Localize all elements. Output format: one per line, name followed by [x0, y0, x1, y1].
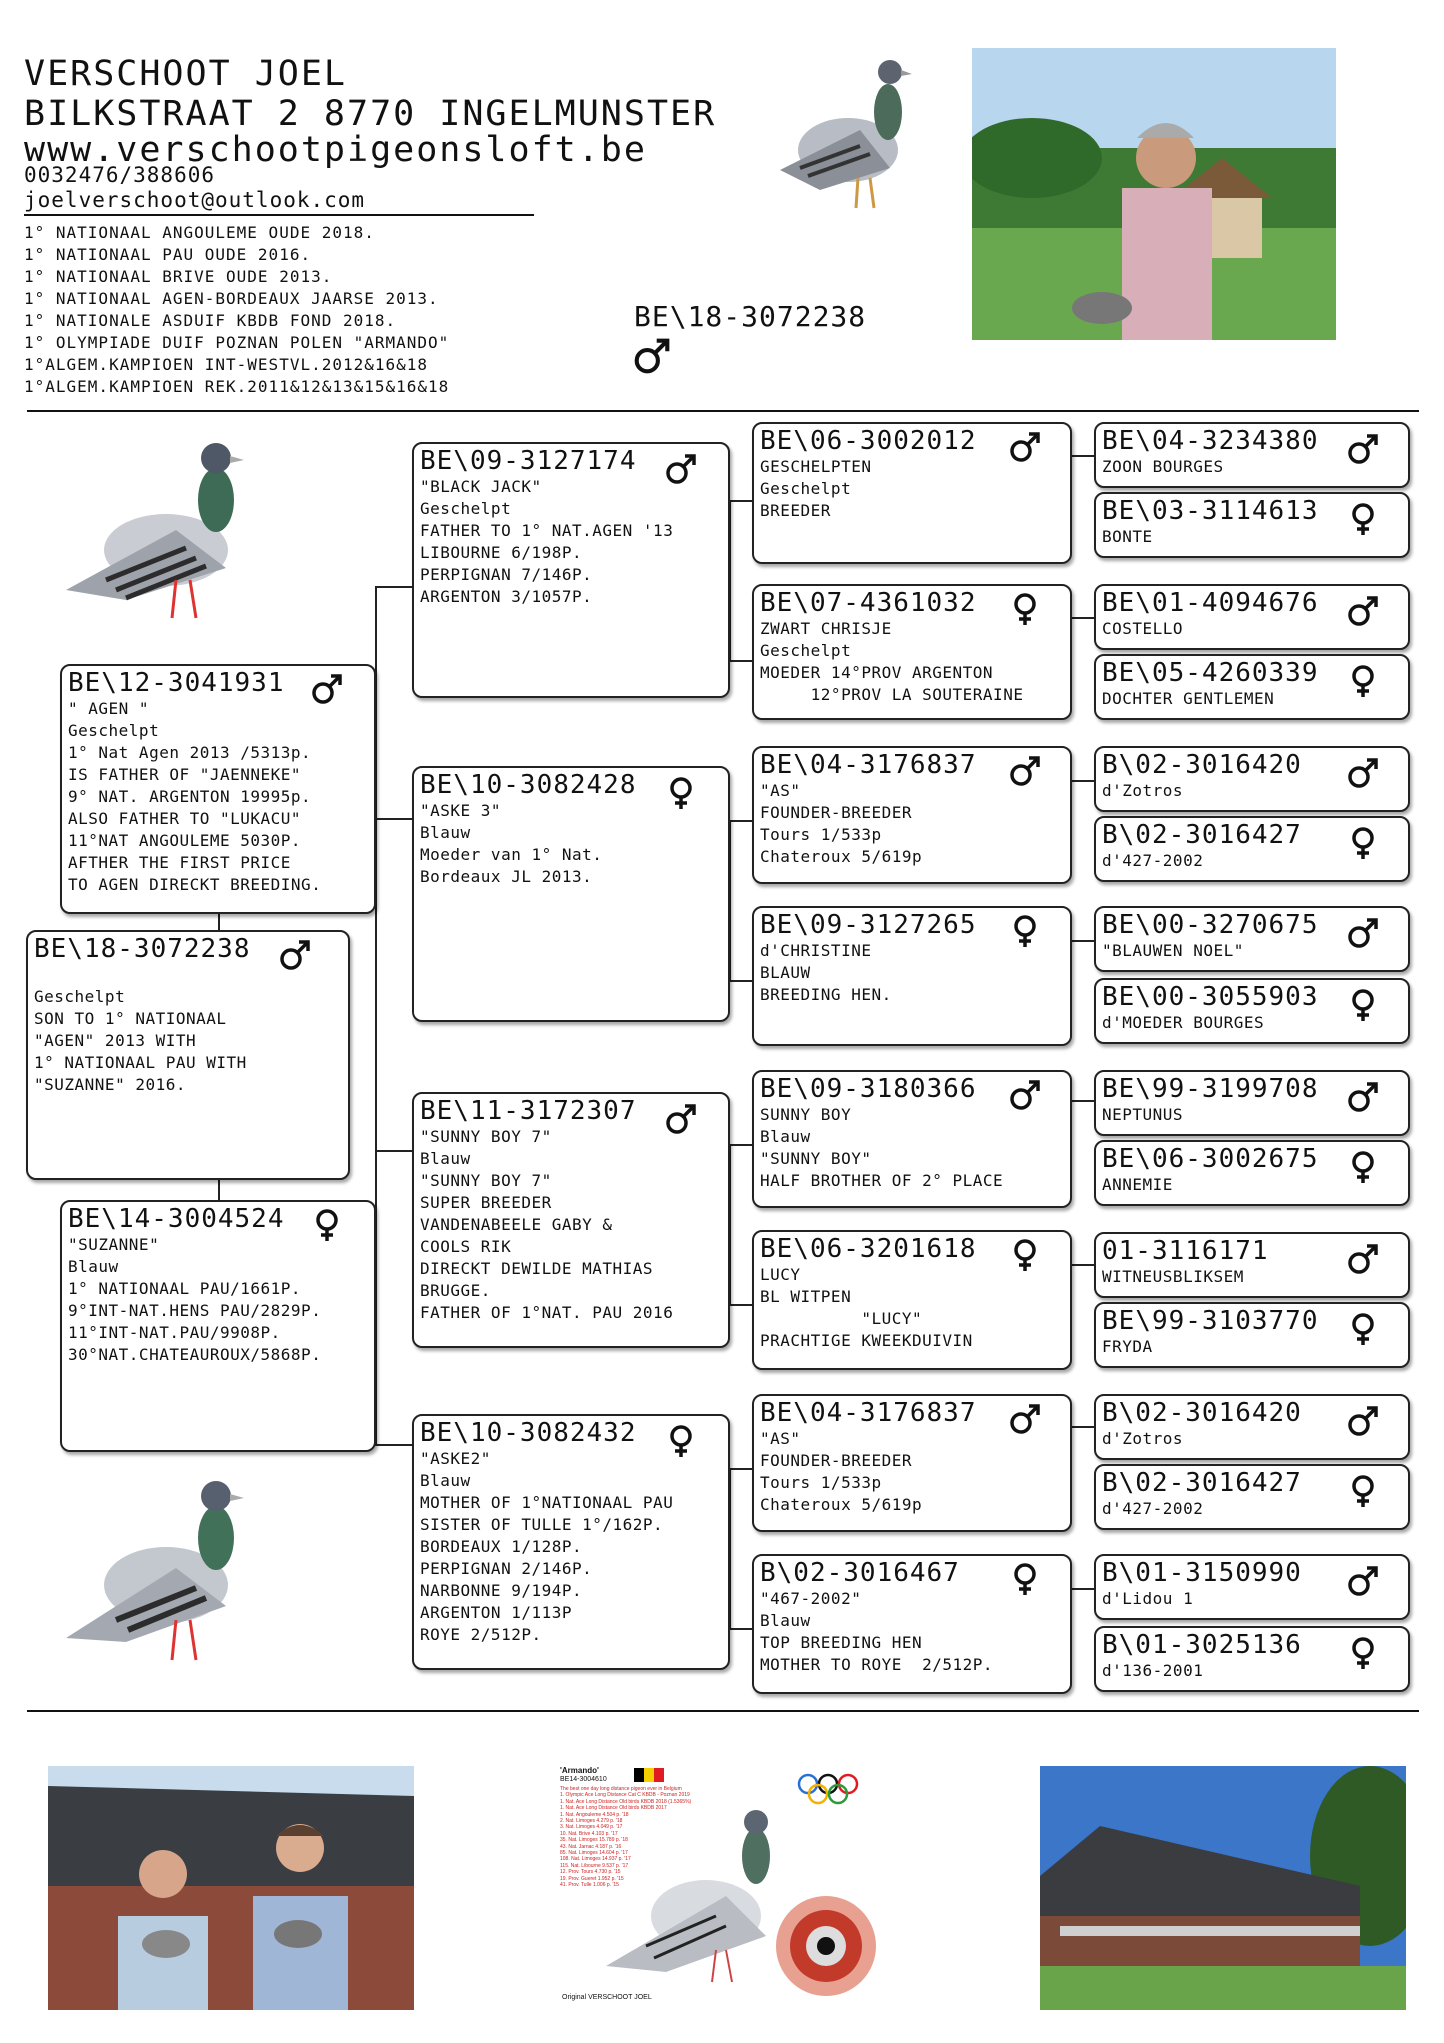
- poster-result-line: 85. Nat. Limoges 14.604 p. '17: [560, 1850, 628, 1857]
- poster-result-line: 2. Nat. Limoges 4.279 p. '18: [560, 1818, 623, 1825]
- pigeon-photo-male: [56, 430, 248, 630]
- pedigree-card-subject[interactable]: [26, 930, 350, 1180]
- bird-description: "SUZANNE" Blauw 1° NATIONAAL PAU/1661P. 9°INT-NAT.HENS PAU/2829P. 11°INT-NAT.PAU/9908P. 30°NAT.CHATEAUROUX/5868P.: [68, 1235, 322, 1364]
- male-symbol-icon: [1346, 1564, 1380, 1598]
- connector-line: [729, 1628, 753, 1630]
- ring-number: BE\01-4094676: [1102, 588, 1319, 618]
- connector-line: [1071, 1100, 1095, 1102]
- ring-number: BE\00-3055903: [1102, 982, 1319, 1012]
- pedigree-card-great-grandparent[interactable]: [752, 422, 1072, 564]
- female-symbol-icon: [1346, 664, 1380, 698]
- female-symbol-icon: [1008, 914, 1042, 948]
- bird-description: d'Zotros: [1102, 1429, 1184, 1448]
- connector-line: [375, 1444, 413, 1446]
- pedigree-card-gen4[interactable]: [1094, 1302, 1410, 1368]
- pedigree-card-gen4[interactable]: [1094, 584, 1410, 650]
- ring-number: BE\09-3127265: [760, 910, 977, 940]
- female-symbol-icon: [1346, 988, 1380, 1022]
- bird-description: " AGEN " Geschelpt 1° Nat Agen 2013 /5313p. IS FATHER OF "JAENNEKE" 9° NAT. ARGENTON 19995p. ALSO FATHER TO "LUKACU" 11°NAT ANGOULEME 5030P. AFTHER THE FIRST PRICE TO AGEN DIRECKT BREEDING.: [68, 699, 322, 894]
- pedigree-card-gen4[interactable]: [1094, 1554, 1410, 1620]
- top-separator: [27, 410, 1419, 412]
- bird-description: d'MOEDER BOURGES: [1102, 1013, 1265, 1032]
- ring-number: BE\11-3172307: [420, 1096, 637, 1126]
- bird-description: GESCHELPTEN Geschelpt BREEDER: [760, 457, 872, 520]
- pedigree-card-gen4[interactable]: [1094, 492, 1410, 558]
- connector-line: [729, 500, 753, 502]
- ring-number: B\02-3016427: [1102, 820, 1302, 850]
- male-symbol-icon: [1346, 1242, 1380, 1276]
- female-symbol-icon: [1346, 502, 1380, 536]
- bird-description: d'427-2002: [1102, 1499, 1204, 1518]
- ring-number: B\02-3016467: [760, 1558, 960, 1588]
- pigeon-photo-header: [760, 50, 920, 220]
- ring-number: BE\09-3180366: [760, 1074, 977, 1104]
- connector-line: [1071, 455, 1095, 457]
- male-symbol-icon: [664, 1102, 698, 1136]
- male-symbol-icon: [310, 672, 344, 706]
- poster-pigeon-name: 'Armando': [560, 1766, 599, 1775]
- achievement-item: 1° NATIONAAL PAU OUDE 2016.: [24, 245, 312, 264]
- poster-result-line: 1. Nat. Angouleme 4.504 p. '18: [560, 1811, 629, 1818]
- poster-result-line: 1. Nat. Ace Long Distance Old birds KBDB 2017: [560, 1805, 667, 1812]
- connector-line: [729, 820, 753, 822]
- male-symbol-icon: [1008, 1078, 1042, 1112]
- poster-result-line: 1. Nat. Ace Long Distance Old birds KBDB 2018 (1.5365%): [560, 1798, 692, 1805]
- female-symbol-icon: [1346, 826, 1380, 860]
- ring-number: BE\00-3270675: [1102, 910, 1319, 940]
- pedigree-card-great-grandparent[interactable]: [752, 1070, 1072, 1208]
- female-symbol-icon: [664, 776, 698, 810]
- bird-description: d'427-2002: [1102, 851, 1204, 870]
- ring-number: BE\18-3072238: [34, 934, 251, 964]
- male-symbol-icon: [632, 336, 672, 380]
- breeders-photo: [48, 1766, 414, 2010]
- ring-number: BE\03-3114613: [1102, 496, 1319, 526]
- bird-description: FRYDA: [1102, 1337, 1153, 1356]
- pedigree-card-gen4[interactable]: [1094, 654, 1410, 720]
- bird-description: "AS" FOUNDER-BREEDER Tours 1/533p Chateroux 5/619p: [760, 781, 923, 866]
- bird-description: NEPTUNUS: [1102, 1105, 1184, 1124]
- poster-result-line: 1. Olympic Ace Long Distance Cat C KBDB - Poznan 2019: [560, 1792, 690, 1799]
- armando-poster: [556, 1766, 886, 2010]
- female-symbol-icon: [310, 1208, 344, 1242]
- pedigree-card-great-grandparent[interactable]: [752, 906, 1072, 1046]
- poster-result-line: The best one day long distance pigeon ever in Belgium: [560, 1786, 682, 1792]
- header-underline: [24, 214, 534, 216]
- pedigree-card-gen4[interactable]: [1094, 816, 1410, 882]
- pedigree-card-sire[interactable]: [60, 664, 376, 914]
- female-symbol-icon: [1346, 1312, 1380, 1346]
- bird-description: ZWART CHRISJE Geschelpt MOEDER 14°PROV ARGENTON 12°PROV LA SOUTERAINE: [760, 619, 1024, 704]
- bird-description: DOCHTER GENTLEMEN: [1102, 689, 1275, 708]
- ring-number: 01-3116171: [1102, 1236, 1269, 1266]
- female-symbol-icon: [1346, 1474, 1380, 1508]
- ring-number: BE\09-3127174: [420, 446, 637, 476]
- achievement-item: 1° OLYMPIADE DUIF POZNAN POLEN "ARMANDO": [24, 333, 450, 352]
- achievement-item: 1°ALGEM.KAMPIOEN REK.2011&12&13&15&16&18: [24, 377, 450, 396]
- male-symbol-icon: [1346, 432, 1380, 466]
- male-symbol-icon: [1346, 1080, 1380, 1114]
- connector-line: [1071, 617, 1095, 619]
- achievement-list: [24, 222, 449, 398]
- pedigree-card-dam[interactable]: [60, 1200, 376, 1452]
- achievement-item: 1° NATIONALE ASDUIF KBDB FOND 2018.: [24, 311, 397, 330]
- main-ring-number: BE\18-3072238: [634, 300, 867, 333]
- pedigree-card-gen4[interactable]: [1094, 978, 1410, 1044]
- ring-number: BE\06-3201618: [760, 1234, 977, 1264]
- ring-number: BE\07-4361032: [760, 588, 977, 618]
- male-symbol-icon: [278, 938, 312, 972]
- ring-number: BE\05-4260339: [1102, 658, 1319, 688]
- ring-number: BE\10-3082428: [420, 770, 637, 800]
- breeder-name: VERSCHOOT JOEL: [24, 54, 348, 94]
- achievement-item: 1°ALGEM.KAMPIOEN INT-WESTVL.2012&16&18: [24, 355, 429, 374]
- breeder-email[interactable]: joelverschoot@outlook.com: [24, 188, 366, 212]
- bird-description: "BLAUWEN NOEL": [1102, 941, 1244, 960]
- achievement-item: 1° NATIONAAL BRIVE OUDE 2013.: [24, 267, 333, 286]
- bird-description: "AS" FOUNDER-BREEDER Tours 1/533p Chateroux 5/619p: [760, 1429, 923, 1514]
- poster-result-line: 35. Nat. Limoges 15.789 p. '18: [560, 1837, 628, 1844]
- poster-result-line: 41. Prov. Tulle 1.006 p. '15: [560, 1882, 619, 1889]
- connector-line: [729, 1304, 753, 1306]
- bird-description: ANNEMIE: [1102, 1175, 1173, 1194]
- ring-number: B\02-3016420: [1102, 750, 1302, 780]
- pedigree-card-great-grandparent[interactable]: [752, 1230, 1072, 1370]
- poster-ring-number: BE14-3004610: [560, 1776, 607, 1783]
- breeder-address: BILKSTRAAT 2 8770 INGELMUNSTER: [24, 94, 717, 134]
- poster-result-line: 10. Nat. Brive 4.103 p. '17: [560, 1830, 618, 1837]
- connector-line: [729, 1144, 753, 1146]
- male-symbol-icon: [1346, 1404, 1380, 1438]
- connector-line: [1071, 1588, 1095, 1590]
- ring-number: B\01-3025136: [1102, 1630, 1302, 1660]
- female-symbol-icon: [1346, 1150, 1380, 1184]
- male-symbol-icon: [1008, 430, 1042, 464]
- bird-description: d'136-2001: [1102, 1661, 1204, 1680]
- ring-number: BE\10-3082432: [420, 1418, 637, 1448]
- female-symbol-icon: [1346, 1636, 1380, 1670]
- connector-line: [375, 1150, 413, 1152]
- pedigree-card-grandparent[interactable]: [412, 442, 730, 698]
- bird-description: "ASKE2" Blauw MOTHER OF 1°NATIONAAL PAU SISTER OF TULLE 1°/162P. BORDEAUX 1/128P. PERPIGNAN 2/146P. NARBONNE 9/194P. ARGENTON 1/113P ROYE 2/512P.: [420, 1449, 674, 1644]
- bird-description: COSTELLO: [1102, 619, 1184, 638]
- bird-description: d'Lidou 1: [1102, 1589, 1194, 1608]
- ring-number: B\02-3016427: [1102, 1468, 1302, 1498]
- ring-number: BE\06-3002675: [1102, 1144, 1319, 1174]
- ring-number: BE\04-3176837: [760, 750, 977, 780]
- male-symbol-icon: [1008, 754, 1042, 788]
- pedigree-card-gen4[interactable]: [1094, 746, 1410, 812]
- bird-description: BONTE: [1102, 527, 1153, 546]
- connector-line: [1071, 1264, 1095, 1266]
- female-symbol-icon: [1008, 1238, 1042, 1272]
- pedigree-card-gen4[interactable]: [1094, 1070, 1410, 1136]
- ring-number: BE\14-3004524: [68, 1204, 285, 1234]
- pedigree-card-gen4[interactable]: [1094, 1140, 1410, 1206]
- male-symbol-icon: [1346, 756, 1380, 790]
- bird-description: "BLACK JACK" Geschelpt FATHER TO 1° NAT.AGEN '13 LIBOURNE 6/198P. PERPIGNAN 7/146P. ARGENTON 3/1057P.: [420, 477, 674, 606]
- pedigree-card-grandparent[interactable]: [412, 1414, 730, 1670]
- pedigree-card-gen4[interactable]: [1094, 1464, 1410, 1530]
- poster-result-line: 43. Nat. Jarnac 4.187 p. '16: [560, 1843, 622, 1850]
- ring-number: BE\04-3176837: [760, 1398, 977, 1428]
- pedigree-card-great-grandparent[interactable]: [752, 1394, 1072, 1532]
- ring-number: BE\04-3234380: [1102, 426, 1319, 456]
- pigeon-photo-female: [56, 1470, 248, 1670]
- male-symbol-icon: [664, 452, 698, 486]
- bird-description: d'Zotros: [1102, 781, 1184, 800]
- achievement-item: 1° NATIONAAL AGEN-BORDEAUX JAARSE 2013.: [24, 289, 439, 308]
- pedigree-card-gen4[interactable]: [1094, 1394, 1410, 1460]
- pedigree-card-gen4[interactable]: [1094, 1232, 1410, 1298]
- male-symbol-icon: [1346, 916, 1380, 950]
- pedigree-card-grandparent[interactable]: [412, 1092, 730, 1348]
- bird-description: "SUNNY BOY 7" Blauw "SUNNY BOY 7" SUPER BREEDER VANDENABEELE GABY & COOLS RIK DIRECKT DEWILDE MATHIAS BRUGGE. FATHER OF 1°NAT. PAU 2016: [420, 1127, 674, 1322]
- bird-description: d'CHRISTINE BLAUW BREEDING HEN.: [760, 941, 892, 1004]
- bird-description: SUNNY BOY Blauw "SUNNY BOY" HALF BROTHER OF 2° PLACE: [760, 1105, 1004, 1190]
- pedigree-card-grandparent[interactable]: [412, 766, 730, 1022]
- pedigree-card-great-grandparent[interactable]: [752, 1554, 1072, 1694]
- poster-result-line: 19. Prov. Gueret 1.952 p. '15: [560, 1875, 624, 1882]
- female-symbol-icon: [1008, 592, 1042, 626]
- pedigree-card-gen4[interactable]: [1094, 1626, 1410, 1692]
- pedigree-card-gen4[interactable]: [1094, 422, 1410, 488]
- poster-result-line: 115. Nat. Libourne 9.537 p. '17: [560, 1862, 629, 1869]
- poster-result-line: 3. Nat. Limoges 4.049 p. '17: [560, 1824, 623, 1831]
- pedigree-card-gen4[interactable]: [1094, 906, 1410, 972]
- breeder-website[interactable]: www.verschootpigeonsloft.be: [24, 130, 647, 170]
- poster-artwork: [556, 1766, 886, 2010]
- connector-line: [375, 818, 413, 820]
- bird-description: LUCY BL WITPEN "LUCY" PRACHTIGE KWEEKDUIVIN: [760, 1265, 973, 1350]
- ring-number: BE\06-3002012: [760, 426, 977, 456]
- connector-line: [1071, 940, 1095, 942]
- bottom-separator: [27, 1710, 1419, 1712]
- female-symbol-icon: [1008, 1562, 1042, 1596]
- pedigree-card-great-grandparent[interactable]: [752, 584, 1072, 720]
- ring-number: BE\99-3199708: [1102, 1074, 1319, 1104]
- connector-line: [729, 980, 753, 982]
- connector-line: [729, 1468, 753, 1470]
- male-symbol-icon: [1008, 1402, 1042, 1436]
- connector-line: [1071, 780, 1095, 782]
- breeder-phone: 0032476/388606: [24, 163, 216, 187]
- connector-line: [375, 586, 413, 588]
- poster-credit: Original VERSCHOOT JOEL: [562, 1994, 652, 2001]
- ring-number: B\02-3016420: [1102, 1398, 1302, 1428]
- ring-number: B\01-3150990: [1102, 1558, 1302, 1588]
- poster-result-line: 108. Nat. Limoges 14.937 p. '17: [560, 1856, 631, 1863]
- connector-line: [218, 1180, 220, 1202]
- breeder-photo: [972, 48, 1336, 340]
- connector-line: [729, 660, 753, 662]
- ring-number: BE\99-3103770: [1102, 1306, 1319, 1336]
- bird-description: WITNEUSBLIKSEM: [1102, 1267, 1244, 1286]
- ring-number: BE\12-3041931: [68, 668, 285, 698]
- bird-description: "ASKE 3" Blauw Moeder van 1° Nat. Bordeaux JL 2013.: [420, 801, 603, 886]
- bird-description: ZOON BOURGES: [1102, 457, 1224, 476]
- male-symbol-icon: [1346, 594, 1380, 628]
- connector-line: [1071, 1426, 1095, 1428]
- loft-photo: [1040, 1766, 1406, 2010]
- achievement-item: 1° NATIONAAL ANGOULEME OUDE 2018.: [24, 223, 375, 242]
- bird-description: "467-2002" Blauw TOP BREEDING HEN MOTHER TO ROYE 2/512P.: [760, 1589, 994, 1674]
- poster-result-line: 12. Prov. Tours 4.730 p. '15: [560, 1869, 621, 1876]
- pedigree-card-great-grandparent[interactable]: [752, 746, 1072, 884]
- bird-description: Geschelpt SON TO 1° NATIONAAL "AGEN" 2013 WITH 1° NATIONAAL PAU WITH "SUZANNE" 2016.: [34, 987, 247, 1094]
- female-symbol-icon: [664, 1424, 698, 1458]
